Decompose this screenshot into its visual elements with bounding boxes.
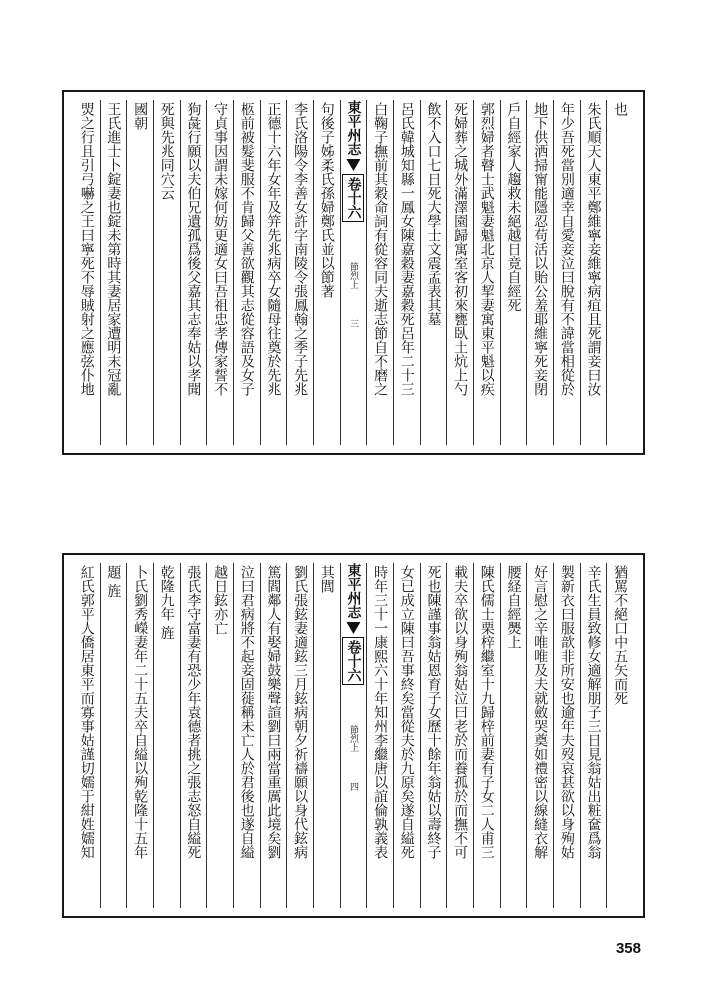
column-text: 紅氏郭平人僑居東平而寡事姑謹切嬬于紺姓嬬知 [78,565,95,859]
column-text: 篤閻鄰人有娶婦鼓樂聲諠劉曰兩當重厲此境矣劉 [265,565,282,859]
text-column [553,100,580,445]
column-text: 腰経自經爂上 [505,565,522,649]
gazetteer-title: 東平州志 [345,563,362,619]
column-text: 年少吾死當別適幸自愛妾泣曰脫有不諱當相從於 [558,102,575,396]
column-text: 時年三十一康熙六十年知州李繼唐以誼倫孰義表 [372,565,389,859]
bottom-columns [74,563,633,908]
text-column [366,563,393,908]
text-column [153,100,180,445]
text-column [366,100,393,445]
column-text: 死與先兆同穴云 [158,102,175,200]
text-column [393,100,420,445]
text-column [100,563,127,908]
folio-banner [340,100,367,445]
text-column [126,563,153,908]
text-column [74,100,100,445]
column-text: 辛氏生員致修女適解朋子三日見翁姑出粧奩爲翁 [585,565,602,859]
column-text: 朱氏順天人東平鄭維寧妾維寧病疽且死謂妾曰汝 [585,102,602,396]
text-column [446,563,473,908]
text-column [313,563,340,908]
text-column [126,100,153,445]
folio-number: 四 [347,782,358,791]
column-text: 題 旌 [105,565,122,598]
column-text: 守貞事因謂未嫁何妨更適女曰吾祖忠孝傳家誓不 [212,102,229,396]
folio-banner [340,563,367,908]
text-column [286,100,313,445]
text-column [500,100,527,445]
column-text: 死也陳謹事翁姑恩育子女歷十餘年翁姑以壽終子 [425,565,442,859]
text-column [473,100,500,445]
text-column [420,100,447,445]
column-text: 載夫卒欲以身殉翁姑泣曰老於而養孤於而撫不可 [452,565,469,859]
column-text: 柩前被髮斐服不肯歸父善欲觀其志從容語及女子 [238,102,255,396]
text-column [206,100,233,445]
column-text: 其閭 [318,565,335,593]
text-column [420,563,447,908]
column-text: 正德十六年女年及笄先兆病卒女隨母往奠於先兆 [265,102,282,396]
text-column [180,100,207,445]
text-column [313,100,340,445]
column-text: 猶罵不絕口中五矢而死 [612,565,629,705]
text-column [500,563,527,908]
column-text: 戶自經家人趨救未絕越日竟自經死 [505,102,522,312]
column-text: 好言慰之辛唯唯及夫就斂哭奠如禮密以線縫衣解 [532,565,549,859]
column-text: 泣曰君病將不起妾固蓰稱未亡人於君後也遂自縊 [238,565,255,859]
column-text: 乾隆九年 旌 [158,565,175,640]
text-column [153,563,180,908]
column-text: 焽之行且引弓嚇之王曰寧死不辱賊射之應弦仆地 [78,102,95,396]
volume-label: 卷十六 [342,174,364,222]
column-text: 張氏李守富妻有恐少年袁德者挑之張志怒自縊死 [185,565,202,859]
folio-number: 三 [347,319,358,328]
section-label: 節烈上 [347,262,358,289]
banner-content [341,563,367,908]
text-column [526,563,553,908]
text-column [206,563,233,908]
column-text: 死婦葬之城外滿澤園歸寓室客初來甕臥土炕上勺 [452,102,469,396]
text-column [446,100,473,445]
bottom-page-panel [62,553,645,918]
column-text: 卜氏劉秀嶸妻年二十五夫卒自縊以殉乾隆十五年 [132,565,149,859]
column-text: 王氏進士卜錠妻也錠未第時其妻居家遭明末冠亂 [105,102,122,396]
text-column [606,563,633,908]
text-column [233,563,260,908]
column-text: 劉氏張鉉妻適鉉三月鉉病朝夕祈禱願以身代鉉病 [292,565,309,859]
column-text: 李氏洛陽令李善女許字南陵令張鳳翰之季子先兆 [292,102,309,396]
top-columns [74,100,633,445]
fish-tail-mark-icon [346,159,360,171]
text-column [286,563,313,908]
column-text: 越日鉉亦亡 [212,565,229,635]
text-column [526,100,553,445]
text-column [580,563,607,908]
column-text: 飲不入口七日死大學士文震孟表其墓 [425,102,442,326]
text-column [260,100,287,445]
column-text: 白鞠子撫前其穀命詞有從容同夫逝志節自不磨之 [372,102,389,396]
text-column [233,100,260,445]
gazetteer-title: 東平州志 [345,100,362,156]
text-column [473,563,500,908]
text-column [100,100,127,445]
banner-content [341,100,367,445]
column-text: 地下供洒掃甯能隱忍苟活以貽公羞耶維寧死妾閉 [532,102,549,396]
column-text: 狗彘行願以夫伯兄遺孤爲後父嘉其志奉姑以孝聞 [185,102,202,396]
text-column [180,563,207,908]
column-text: 女已成立陳曰吾事終矣當從夫於九原矣遂自縊死 [398,565,415,859]
text-column [580,100,607,445]
text-column [393,563,420,908]
volume-label: 卷十六 [342,637,364,685]
top-page-panel [62,90,645,455]
column-text: 國朝 [132,102,149,130]
text-column [260,563,287,908]
text-column [74,563,100,908]
column-text: 也 [612,102,629,116]
column-text: 陳氏儒士栗梓繼室十九歸梓前妻有子女二人甫三 [478,565,495,859]
column-text: 郭烈婦者瞽士武魁妻魁北京人挈妻寓東平魁以疾 [478,102,495,396]
text-column [606,100,633,445]
column-text: 製新衣曰服歆非所安也逾年夫歿哀甚欲以身殉姑 [558,565,575,859]
page-number: 358 [615,940,641,957]
fish-tail-mark-icon [346,622,360,634]
column-text: 呂氏韓城知縣一鳳女陳嘉穀妻嘉穀死呂年二十三 [398,102,415,396]
section-label: 節烈上 [347,725,358,752]
column-text: 句後子姊柔氏孫婦鄭氏並以節著 [318,102,335,298]
text-column [553,563,580,908]
